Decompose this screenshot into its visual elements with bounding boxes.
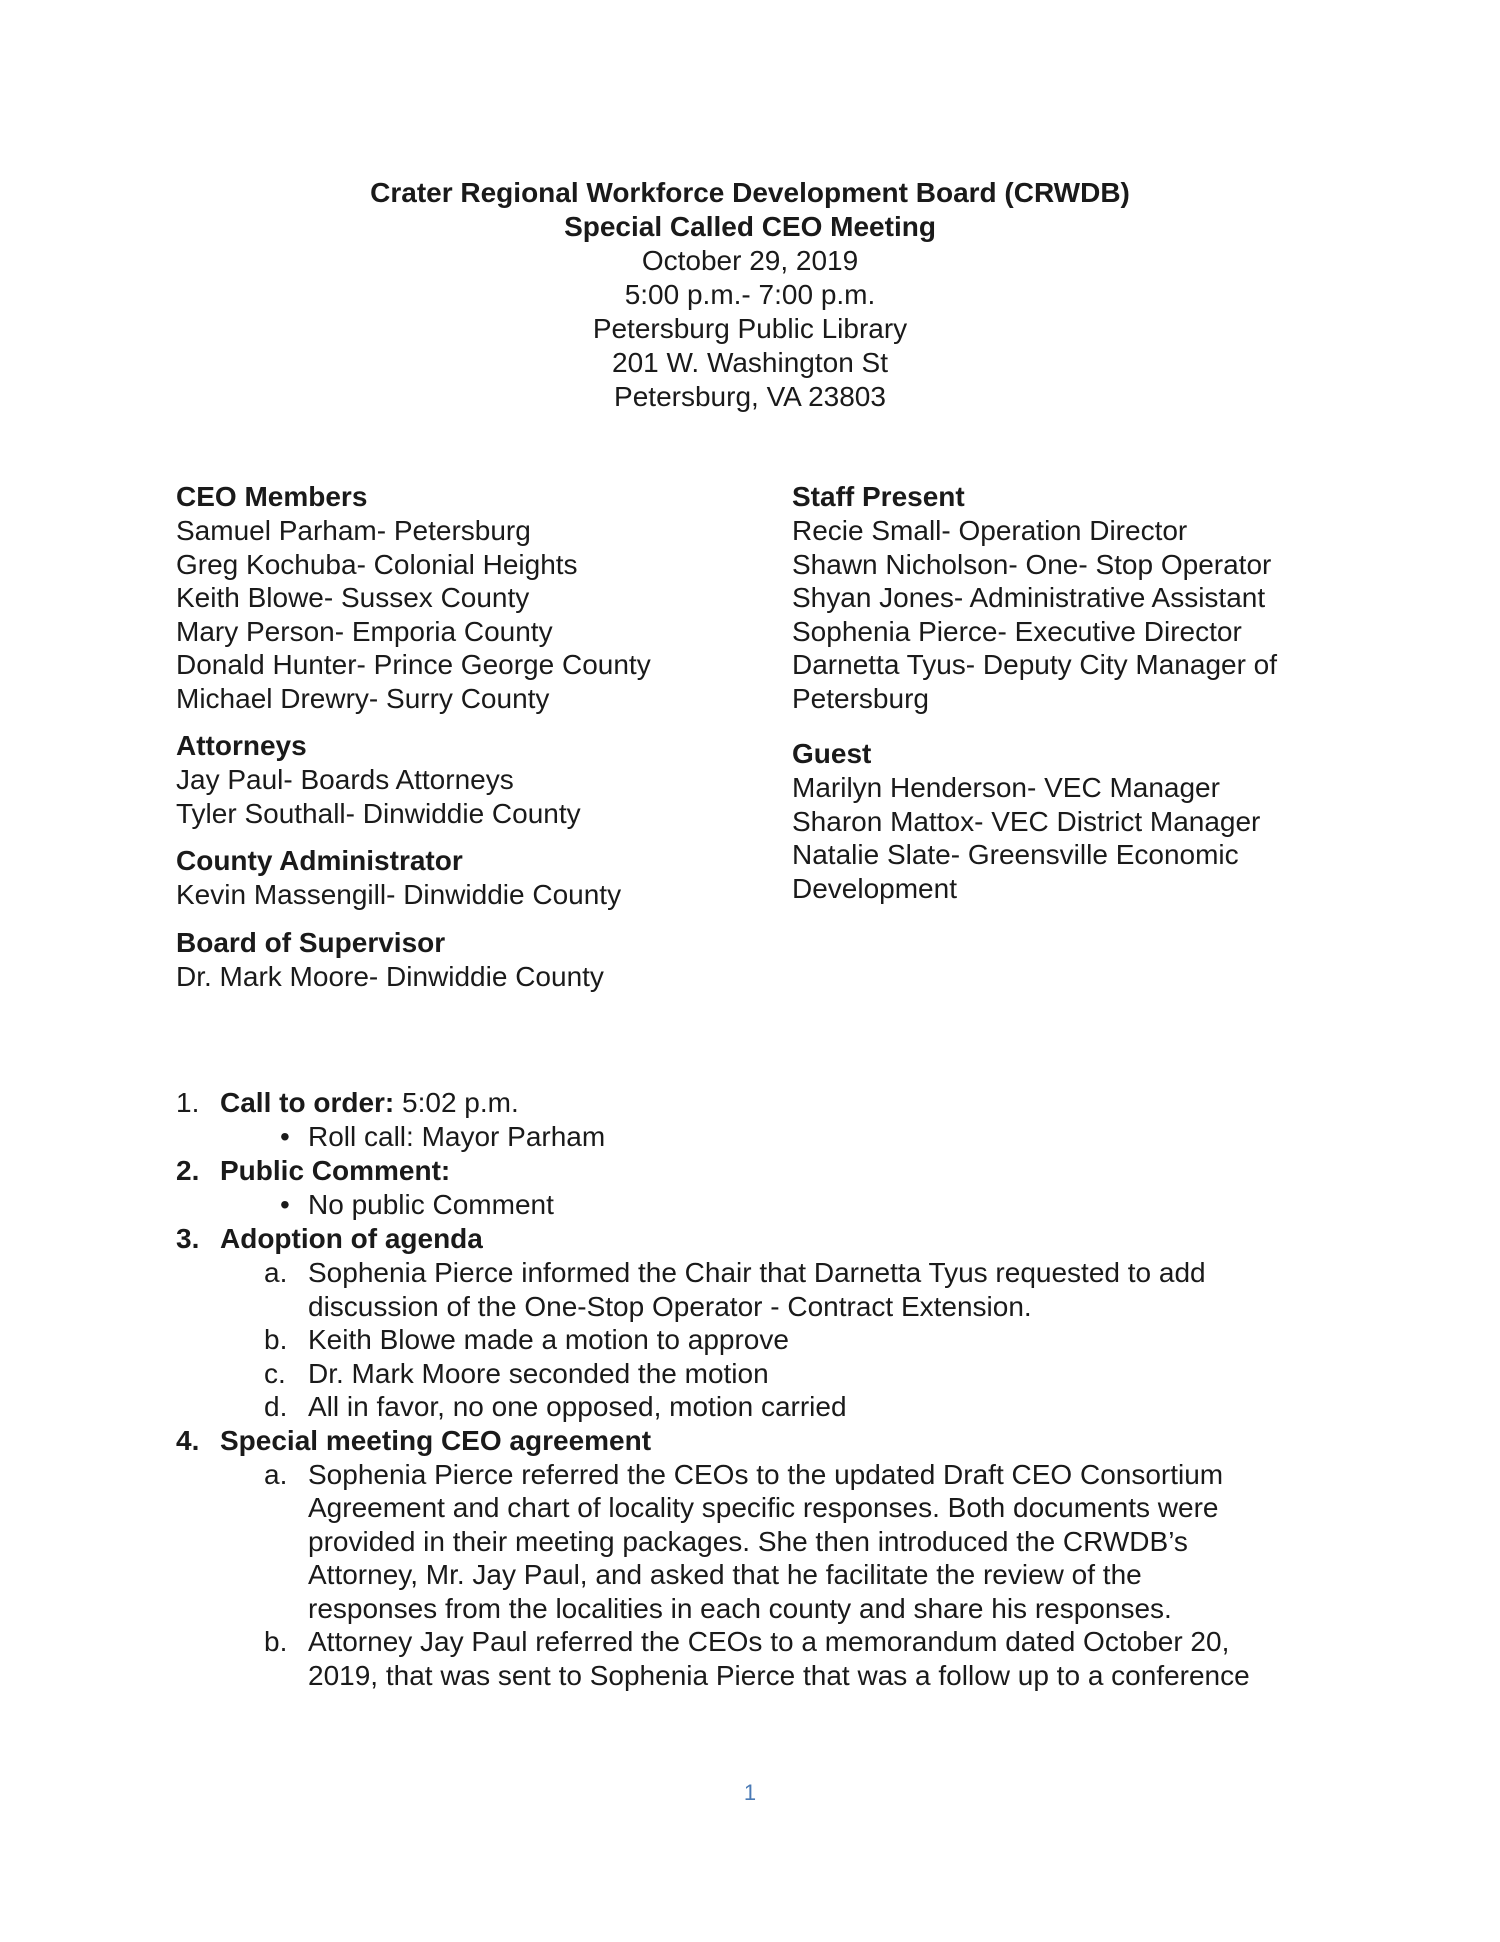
- bullet-text: Roll call: Mayor Parham: [308, 1121, 606, 1152]
- attendee-entry: Development: [792, 872, 957, 904]
- attendee-entry: Keith Blowe- Sussex County: [176, 582, 530, 613]
- agenda-item: [176, 1086, 1326, 1120]
- agenda-item-number: 1.: [176, 1087, 200, 1118]
- subitem-line: Attorney Jay Paul referred the CEOs to a memorandum dated October 20,: [308, 1626, 1230, 1657]
- section-title: CEO Members: [176, 481, 368, 512]
- venue-street: 201 W. Washington St: [612, 347, 888, 378]
- bullet-icon: •: [280, 1189, 290, 1220]
- attendee-entry: Samuel Parham- Petersburg: [176, 515, 531, 546]
- agenda-item-title: Call to order:: [220, 1087, 395, 1118]
- agenda-item-title: Adoption of agenda: [220, 1223, 483, 1254]
- subitem-line: provided in their meeting packages. She then introduced the CRWDB’s: [308, 1525, 1188, 1557]
- section-title: Staff Present: [792, 481, 965, 512]
- agenda-list: [176, 1086, 1326, 1692]
- attendee-entry: Darnetta Tyus- Deputy City Manager of: [792, 649, 1278, 680]
- org-title: Crater Regional Workforce Development Board (CRWDB): [370, 177, 1130, 208]
- attendee-entry: Shawn Nicholson- One- Stop Operator: [792, 548, 1272, 580]
- agenda-subitem: [176, 1357, 1326, 1391]
- attendee-entry: Natalie Slate- Greensville Economic: [792, 839, 1239, 870]
- agenda-item-text: 5:02 p.m.: [394, 1087, 519, 1118]
- attendee-section: [792, 737, 1352, 905]
- agenda-item-title: Public Comment:: [220, 1155, 451, 1186]
- agenda-subitem: [176, 1390, 1326, 1424]
- agenda-item-number: 4.: [176, 1424, 200, 1456]
- attendees-right-column: [792, 480, 1352, 919]
- attendee-entry: Jay Paul- Boards Attorneys: [176, 764, 514, 795]
- subitem-line: Attorney, Mr. Jay Paul, and asked that he facilitate the review of the: [308, 1559, 1142, 1590]
- subitem-line: Agreement and chart of locality specific responses. Both documents were: [308, 1492, 1219, 1523]
- attendee-entry: Kevin Massengill- Dinwiddie County: [176, 879, 622, 910]
- subitem-letter: a.: [264, 1257, 288, 1288]
- attendee-section: [176, 480, 736, 715]
- agenda-bullet: [176, 1120, 1326, 1154]
- subitem-letter: c.: [264, 1357, 286, 1389]
- meeting-time: 5:00 p.m.- 7:00 p.m.: [624, 279, 876, 310]
- attendee-entry: Sharon Mattox- VEC District Manager: [792, 805, 1261, 837]
- subitem-line: discussion of the One-Stop Operator - Contract Extension.: [308, 1290, 1032, 1322]
- attendee-entry: Mary Person- Emporia County: [176, 615, 553, 647]
- subitem-line: Sophenia Pierce informed the Chair that Darnetta Tyus requested to add: [308, 1257, 1206, 1288]
- subitem-line: Sophenia Pierce referred the CEOs to the updated Draft CEO Consortium: [308, 1458, 1224, 1490]
- agenda-subitem: [176, 1625, 1326, 1692]
- attendee-section: [176, 729, 736, 830]
- agenda-bullet: [176, 1188, 1326, 1222]
- attendee-entry: Marilyn Henderson- VEC Manager: [792, 772, 1220, 803]
- subitem-letter: b.: [264, 1626, 288, 1657]
- attendee-entry: Greg Kochuba- Colonial Heights: [176, 548, 578, 580]
- attendee-entry: Petersburg: [792, 682, 929, 714]
- subitem-line: Dr. Mark Moore seconded the motion: [308, 1357, 769, 1389]
- meeting-header: [0, 176, 1500, 414]
- section-title: Guest: [792, 738, 872, 769]
- agenda-item-number: 3.: [176, 1223, 200, 1254]
- attendee-entry: Donald Hunter- Prince George County: [176, 649, 651, 680]
- attendees-left-column: [176, 480, 736, 1007]
- subitem-letter: a.: [264, 1458, 288, 1490]
- attendee-entry: Tyler Southall- Dinwiddie County: [176, 797, 581, 829]
- attendee-section: [176, 844, 736, 912]
- attendee-section: [792, 480, 1352, 715]
- meeting-venue: Petersburg Public Library: [592, 313, 908, 344]
- venue-city: Petersburg, VA 23803: [614, 381, 886, 412]
- attendee-entry: Dr. Mark Moore- Dinwiddie County: [176, 960, 604, 992]
- subitem-line: Keith Blowe made a motion to approve: [308, 1324, 789, 1355]
- subitem-line: responses from the localities in each county and share his responses.: [308, 1592, 1172, 1624]
- subitem-line: 2019, that was sent to Sophenia Pierce that was a follow up to a conference: [308, 1659, 1250, 1691]
- section-title: County Administrator: [176, 845, 463, 876]
- meeting-date: October 29, 2019: [641, 245, 859, 276]
- agenda-item-number: 2.: [176, 1155, 200, 1186]
- agenda-subitem: [176, 1323, 1326, 1357]
- bullet-icon: •: [280, 1121, 290, 1152]
- meeting-title: Special Called CEO Meeting: [564, 211, 936, 242]
- agenda-subitem: [176, 1458, 1326, 1626]
- attendee-section: [176, 926, 736, 994]
- section-title: Board of Supervisor: [176, 926, 446, 958]
- subitem-line: All in favor, no one opposed, motion carried: [308, 1391, 847, 1422]
- agenda-item: [176, 1424, 1326, 1458]
- agenda-item-title: Special meeting CEO agreement: [220, 1424, 652, 1456]
- page-number: 1: [743, 1780, 757, 1805]
- attendee-entry: Recie Small- Operation Director: [792, 515, 1188, 546]
- attendee-entry: Sophenia Pierce- Executive Director: [792, 615, 1242, 647]
- agenda-item: [176, 1154, 1326, 1188]
- attendee-entry: Michael Drewry- Surry County: [176, 682, 550, 714]
- section-title: Attorneys: [176, 730, 307, 761]
- agenda-item: [176, 1222, 1326, 1256]
- subitem-letter: d.: [264, 1391, 288, 1422]
- agenda-subitem: [176, 1256, 1326, 1323]
- bullet-text: No public Comment: [308, 1189, 554, 1220]
- subitem-letter: b.: [264, 1324, 288, 1355]
- attendee-entry: Shyan Jones- Administrative Assistant: [792, 582, 1266, 613]
